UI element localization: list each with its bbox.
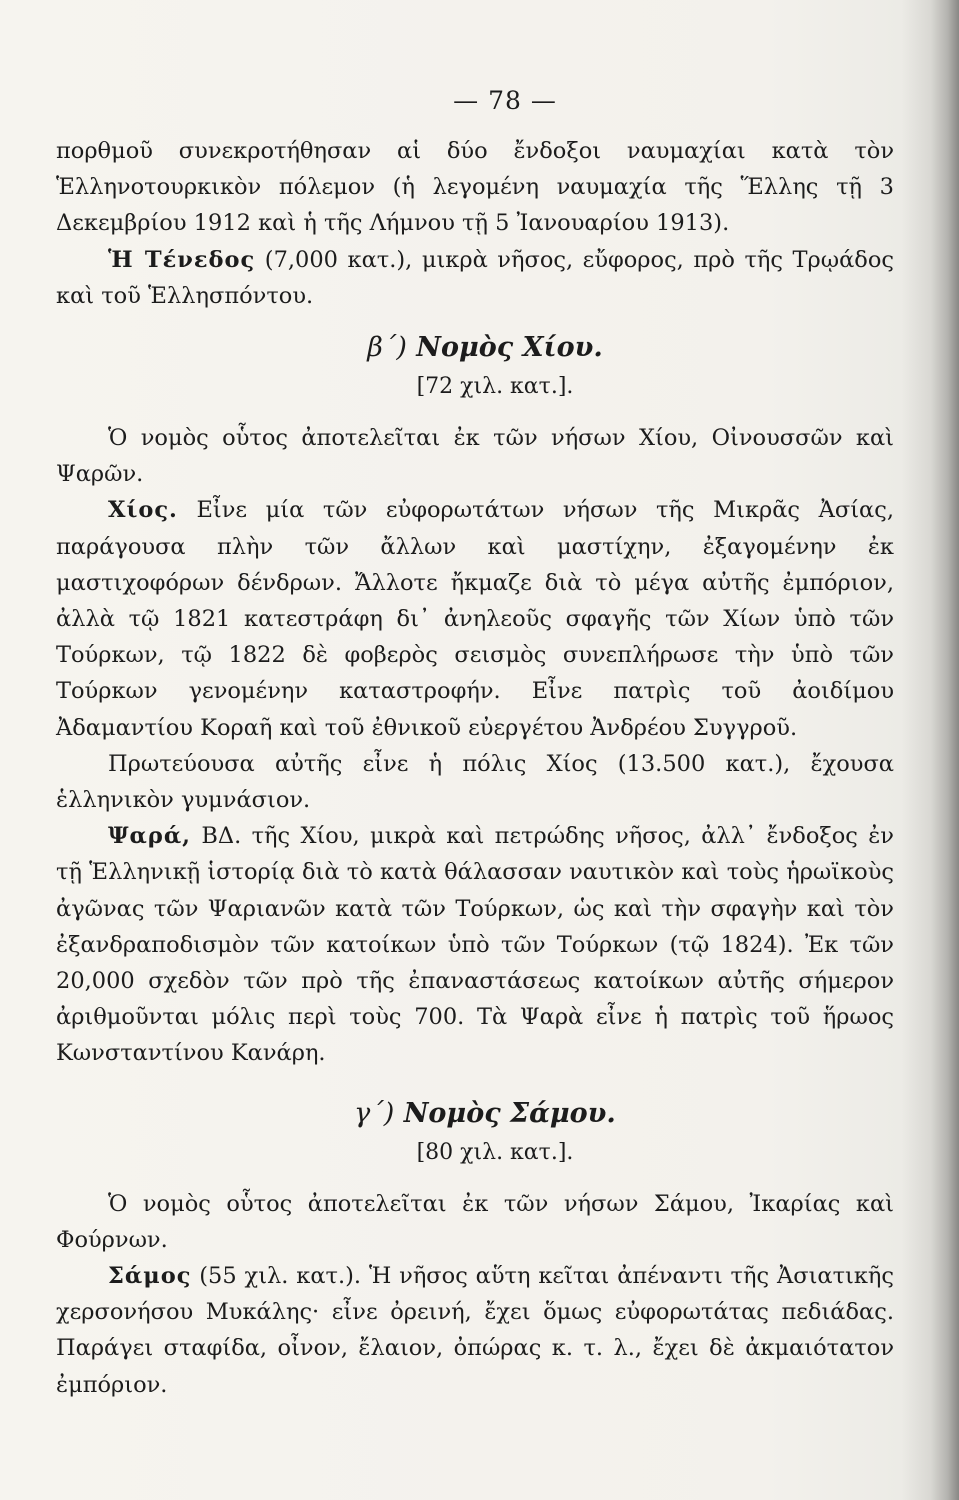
paragraph-intro xyxy=(56,133,894,242)
chios-name: Χίος. xyxy=(108,497,178,524)
section-heading-chios xyxy=(56,328,894,368)
psara-name: Ψαρά, xyxy=(108,823,191,850)
paragraph-chios xyxy=(56,492,894,745)
chios-text: Εἶνε μία τῶν εὐφορωτάτων νήσων τῆς Μικρᾶς Ἀσίας, παράγουσα πλὴν τῶν ἄλλων καὶ μαστίχην, ἐξαγομένην ἐκ μαστιχοφόρων δένδρων. Ἄλλοτε ἤκμαζε διὰ τὸ μέγα αὐτῆς ἐμπόριον, ἀλλὰ τῷ 1821 κατεστράφη δι᾽ ἀνηλεοῦς σφαγῆς τῶν Χίων ὑπὸ τῶν Τούρκων, τῷ 1822 δὲ φοβερὸς σεισμὸς συνεπλήρωσε τὴν ὑπὸ τῶν Τούρκων γενομένην καταστροφήν. Εἶνε πατρὶς τοῦ ἀοιδίμου Ἀδαμαντίου Κοραῆ καὶ τοῦ ἐθνικοῦ εὐεργέτου Ἀνδρέου Συγγροῦ. xyxy=(56,497,894,741)
intro-text: πορθμοῦ συνεκροτήθησαν αἱ δύο ἔνδοξοι ναυμαχίαι κατὰ τὸν Ἑλληνοτουρκικὸν πόλεμον (ἡ λεγομένη ναυμαχία τῆς Ἕλλης τῇ 3 Δεκεμβρίου 1912 καὶ ἡ τῆς Λήμνου τῇ 5 Ἰανουαρίου 1913). xyxy=(56,138,894,237)
paragraph-chios-capital xyxy=(56,746,894,818)
tenedos-text: (7,000 κατ.), μικρὰ νῆσος, εὔφορος, πρὸ τῆς Τρῳάδος καὶ τοῦ Ἑλλησπόντου. xyxy=(56,246,894,309)
section-population-samos: [80 χιλ. κατ.]. xyxy=(416,1139,574,1165)
psara-text: ΒΔ. τῆς Χίου, μικρὰ καὶ πετρώδης νῆσος, ἀλλ᾽ ἔνδοξος ἐν τῇ Ἑλληνικῇ ἱστορίᾳ διὰ τὸ κατὰ θάλασσαν ναυτικὸν καὶ τοὺς ἡρωϊκοὺς ἀγῶνας τῶν Ψαριανῶν κατὰ τῶν Τούρκων, ὡς καὶ τὴν σφαγὴν καὶ τὸν ἐξανδραποδισμὸν τῶν κατοίκων ὑπὸ τῶν Τούρκων (τῷ 1824). Ἐκ τῶν 20,000 σχεδὸν τῶν πρὸ τῆς ἐπαναστάσεως κατοίκων αὐτῆς σήμερον ἀριθμοῦνται μόλις περὶ τοὺς 700. Τὰ Ψαρὰ εἶνε ἡ πατρὶς τοῦ ἥρωος Κωνσταντίνου Κανάρη. xyxy=(56,823,894,1067)
section-heading-samos xyxy=(56,1094,894,1134)
samos-name: Σάμος xyxy=(108,1263,192,1290)
samos-text: (55 χιλ. κατ.). Ἡ νῆσος αὕτη κεῖται ἀπέναντι τῆς Ἀσιατικῆς χερσονήσου Μυκάλης· εἶνε ὀρεινή, ἔχει ὅμως εὐφορωτάτας πεδιάδας. Παράγει σταφίδα, οἶνον, ἔλαιον, ὀπώρας κ. τ. λ., ἔχει δὲ ἀκμαιότατον ἐμπόριον. xyxy=(56,1263,894,1398)
section-title-chios: Νομὸς Χίου. xyxy=(406,332,603,364)
page-content xyxy=(56,86,894,1403)
samos-intro-text: Ὁ νομὸς οὗτος ἀποτελεῖται ἐκ τῶν νήσων Σάμου, Ἰκαρίας καὶ Φούρνων. xyxy=(56,1190,894,1253)
section-population-chios: [72 χιλ. κατ.]. xyxy=(416,374,574,400)
tenedos-name: Ἡ Τένεδος xyxy=(108,246,256,273)
paragraph-chios-intro xyxy=(56,420,894,492)
section-label-g: γ΄) xyxy=(354,1097,395,1129)
chios-intro-text: Ὁ νομὸς οὗτος ἀποτελεῖται ἐκ τῶν νήσων Χίου, Οἰνουσσῶν καὶ Ψαρῶν. xyxy=(56,425,894,488)
section-title-samos: Νομὸς Σάμου. xyxy=(394,1097,616,1129)
section-label-b: β΄) xyxy=(367,332,407,364)
paragraph-tenedos xyxy=(56,242,894,314)
page-edge-shadow xyxy=(931,0,959,1500)
paragraph-samos xyxy=(56,1258,894,1403)
page-number: — 78 — xyxy=(453,86,557,115)
paragraph-psara xyxy=(56,818,894,1071)
chios-capital-text: Πρωτεύουσα αὐτῆς εἶνε ἡ πόλις Χίος (13.500 κατ.), ἔχουσα ἑλληνικὸν γυμνάσιον. xyxy=(56,750,894,814)
paragraph-samos-intro xyxy=(56,1186,894,1258)
